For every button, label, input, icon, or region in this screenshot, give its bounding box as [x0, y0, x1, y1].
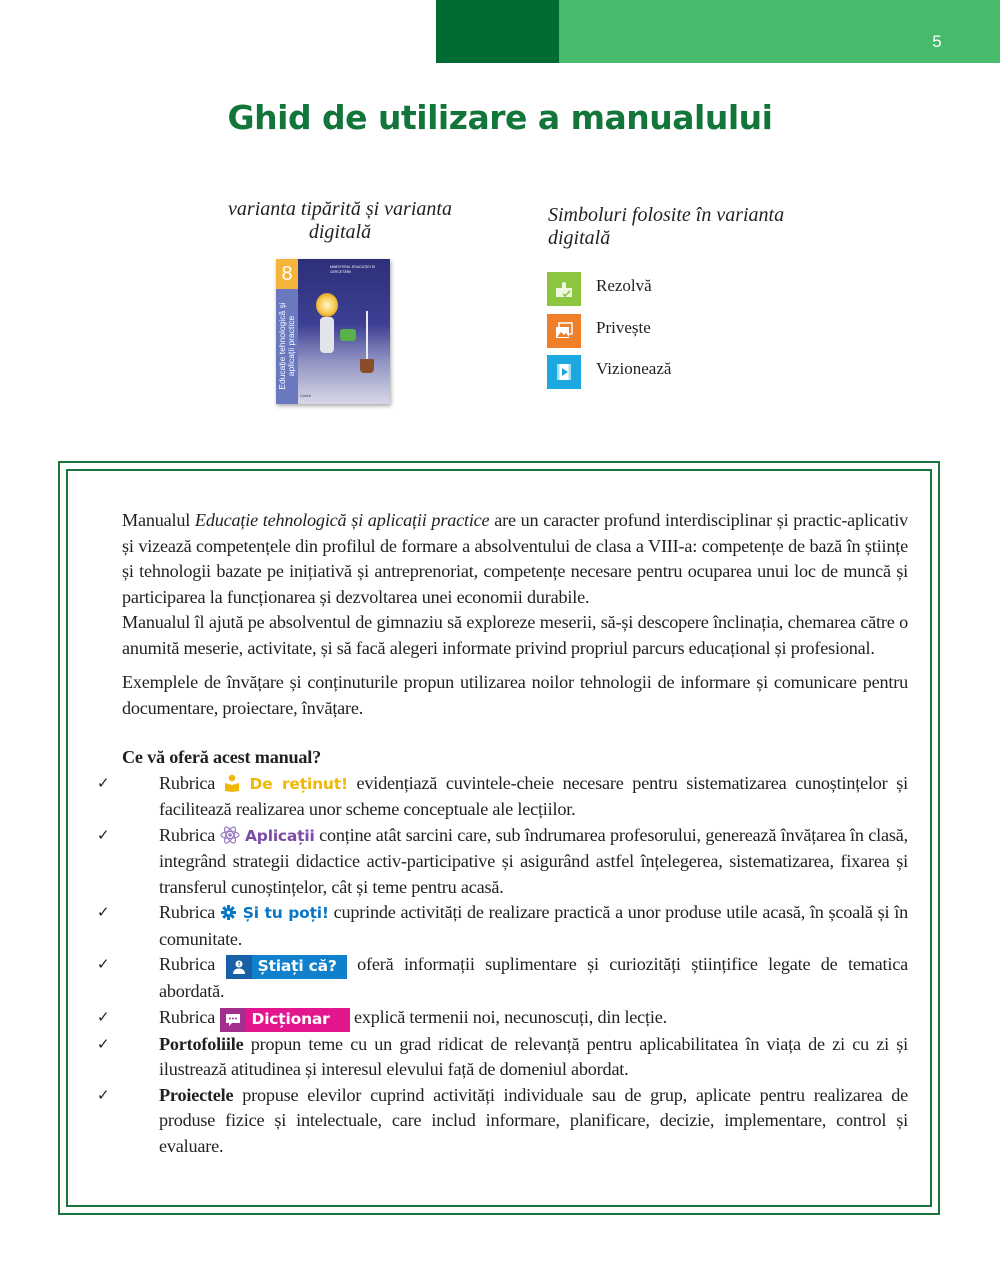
- list-item-text: oferă informații suplimentare și curiozități științifice legate de tematica abordată.: [159, 954, 908, 1001]
- watering-can-figure: [340, 329, 356, 341]
- check-icon: ✓: [97, 825, 110, 844]
- rubric-label: Știați că?: [252, 955, 347, 979]
- rubric-stiati-ca: [226, 955, 347, 979]
- paragraph-text: Manualul îl ajută pe absolventul de gimnaziu să exploreze meserii, să-și descopere înclinația, chemarea către o anumită meserie, activitate, și să facă alegeri informate privind propriul parcurs educațional și profesional.: [122, 612, 908, 658]
- symbol-row-vizioneaza: [547, 355, 671, 389]
- list-item-text: explică termenii noi, necunoscuți, din lecție.: [349, 1006, 667, 1027]
- flower-pot-figure: [360, 359, 374, 373]
- rubric-dictionar: [220, 1008, 350, 1032]
- check-icon: ✓: [97, 903, 110, 921]
- list-item-prefix: Rubrica: [159, 954, 226, 974]
- symbol-row-priveste: [547, 314, 651, 348]
- rubric-si-tu-poti: [220, 904, 329, 922]
- list-item: [97, 952, 908, 1005]
- rubric-de-retinut: [224, 775, 348, 793]
- symbol-label: Rezolvă: [596, 276, 652, 295]
- list-item: [97, 771, 908, 823]
- page-number: 5: [932, 32, 942, 51]
- list-item-text: cuprinde activități de realizare practică a unor produse utile acasă, în școală și în comunitate.: [159, 902, 908, 949]
- list-item-prefix: Rubrica: [159, 902, 221, 922]
- list-item-text: propuse elevilor cuprind activități individuale sau de grup, aplicate pentru realizarea de produse fizice și intelectuale, care includ informare, planificare, decizie, implementare, control și evaluare.: [159, 1084, 908, 1156]
- symbol-row-rezolva: [547, 272, 652, 306]
- content-body: [97, 508, 908, 1159]
- symbol-label: Vizionează: [596, 359, 672, 378]
- list-item-text: propun teme cu un grad ridicat de relevanță pentru aplicabilitatea în viața de zi cu zi și ilustrează atitudinea și interesul elevului față de domeniul abordat.: [159, 1033, 908, 1079]
- robot-body-figure: [320, 317, 334, 353]
- header-bar-dark: [436, 0, 559, 63]
- cover-title: Educație tehnologică și aplicații practice: [277, 302, 296, 390]
- page-title: Ghid de utilizare a manualului: [227, 98, 773, 137]
- list-item: [97, 1032, 908, 1083]
- speech-bubble-icon: [220, 1008, 246, 1032]
- list-item: [97, 823, 908, 901]
- list-item: [97, 900, 908, 952]
- wind-turbine-figure: [366, 311, 368, 359]
- publisher-logo: Corint: [300, 393, 311, 398]
- reader-icon: [224, 774, 240, 792]
- atom-icon: [220, 825, 240, 845]
- cover-grade: 8: [276, 259, 298, 289]
- paragraph-text: Manualul: [122, 510, 195, 530]
- paragraph-intro: [122, 508, 908, 610]
- rubric-label: Și tu poți!: [242, 904, 329, 922]
- check-icon: ✓: [97, 773, 110, 792]
- book-title-italic: Educație tehnologică și aplicații practice: [194, 510, 490, 530]
- list-item: [97, 1083, 908, 1160]
- section-heading: Ce vă oferă acest manual?: [122, 747, 322, 767]
- list-item-prefix: Rubrica: [159, 824, 220, 845]
- list-item-lead: Proiectele: [159, 1084, 234, 1105]
- cover-publisher-text: MINISTERUL EDUCAȚIEI ȘI CERCETĂRII: [330, 265, 375, 274]
- lightbulb-figure: [316, 293, 338, 317]
- person-question-icon: [226, 955, 252, 979]
- check-icon: ✓: [97, 1085, 110, 1104]
- list-item: [97, 1005, 908, 1032]
- paragraph-text: Exemplele de învățare și conținuturile propun utilizarea noilor tehnologii de informare și comunicare pentru documentare, proiectare, învățare.: [122, 672, 908, 718]
- film-play-icon: [547, 355, 581, 389]
- list-item-prefix: Rubrica: [159, 1006, 220, 1027]
- paragraph-examples: [122, 670, 908, 721]
- gear-icon: [220, 904, 237, 921]
- symbol-label: Privește: [596, 318, 651, 337]
- book-cover-image: [276, 259, 390, 404]
- svg-text:?: ?: [237, 962, 240, 968]
- list-item-text: conține atât sarcini care, sub îndrumarea profesorului, generează învățarea în clasă, integrând strategii didactice activ-participative și asigurând astfel înțelegerea, sistematizarea, fixarea și transferul cunoștințelor, cât și teme pentru acasă.: [159, 824, 908, 897]
- check-icon: ✓: [97, 1034, 110, 1053]
- paragraph-purpose: [122, 610, 908, 661]
- rubric-label: Dicționar: [246, 1008, 350, 1032]
- rubric-label: De reținut!: [249, 774, 348, 793]
- rubric-label: Aplicații: [245, 826, 315, 845]
- list-item-prefix: Rubrica: [159, 772, 224, 793]
- rubric-aplicatii: [220, 827, 315, 845]
- check-icon: ✓: [97, 955, 110, 973]
- symbols-heading: Simboluri folosite în varianta digitală: [548, 204, 785, 249]
- features-list: [97, 771, 908, 1160]
- puzzle-icon: [547, 272, 581, 306]
- print-digital-caption: varianta tipărită și varianta digitală: [228, 198, 452, 243]
- images-icon: [547, 314, 581, 348]
- paragraph-text: are un caracter profund interdisciplinar și practic-aplicativ și vizează competențele din profilul de formare a absolventului de clasa a VIII-a: competențe de bază în științe și tehnologii bazate pe inițiativă și antreprenoriat, competențe necesare pentru ocuparea unui loc de muncă și participarea la funcționarea și dezvoltarea unei economii durabile.: [122, 510, 908, 607]
- list-item-text: evidențiază cuvintele-cheie necesare pentru sistematizarea cunoștințelor și facilitează realizarea unor scheme conceptuale ale lecțiilor.: [159, 772, 908, 819]
- list-item-lead: Portofoliile: [159, 1033, 244, 1054]
- check-icon: ✓: [97, 1007, 110, 1026]
